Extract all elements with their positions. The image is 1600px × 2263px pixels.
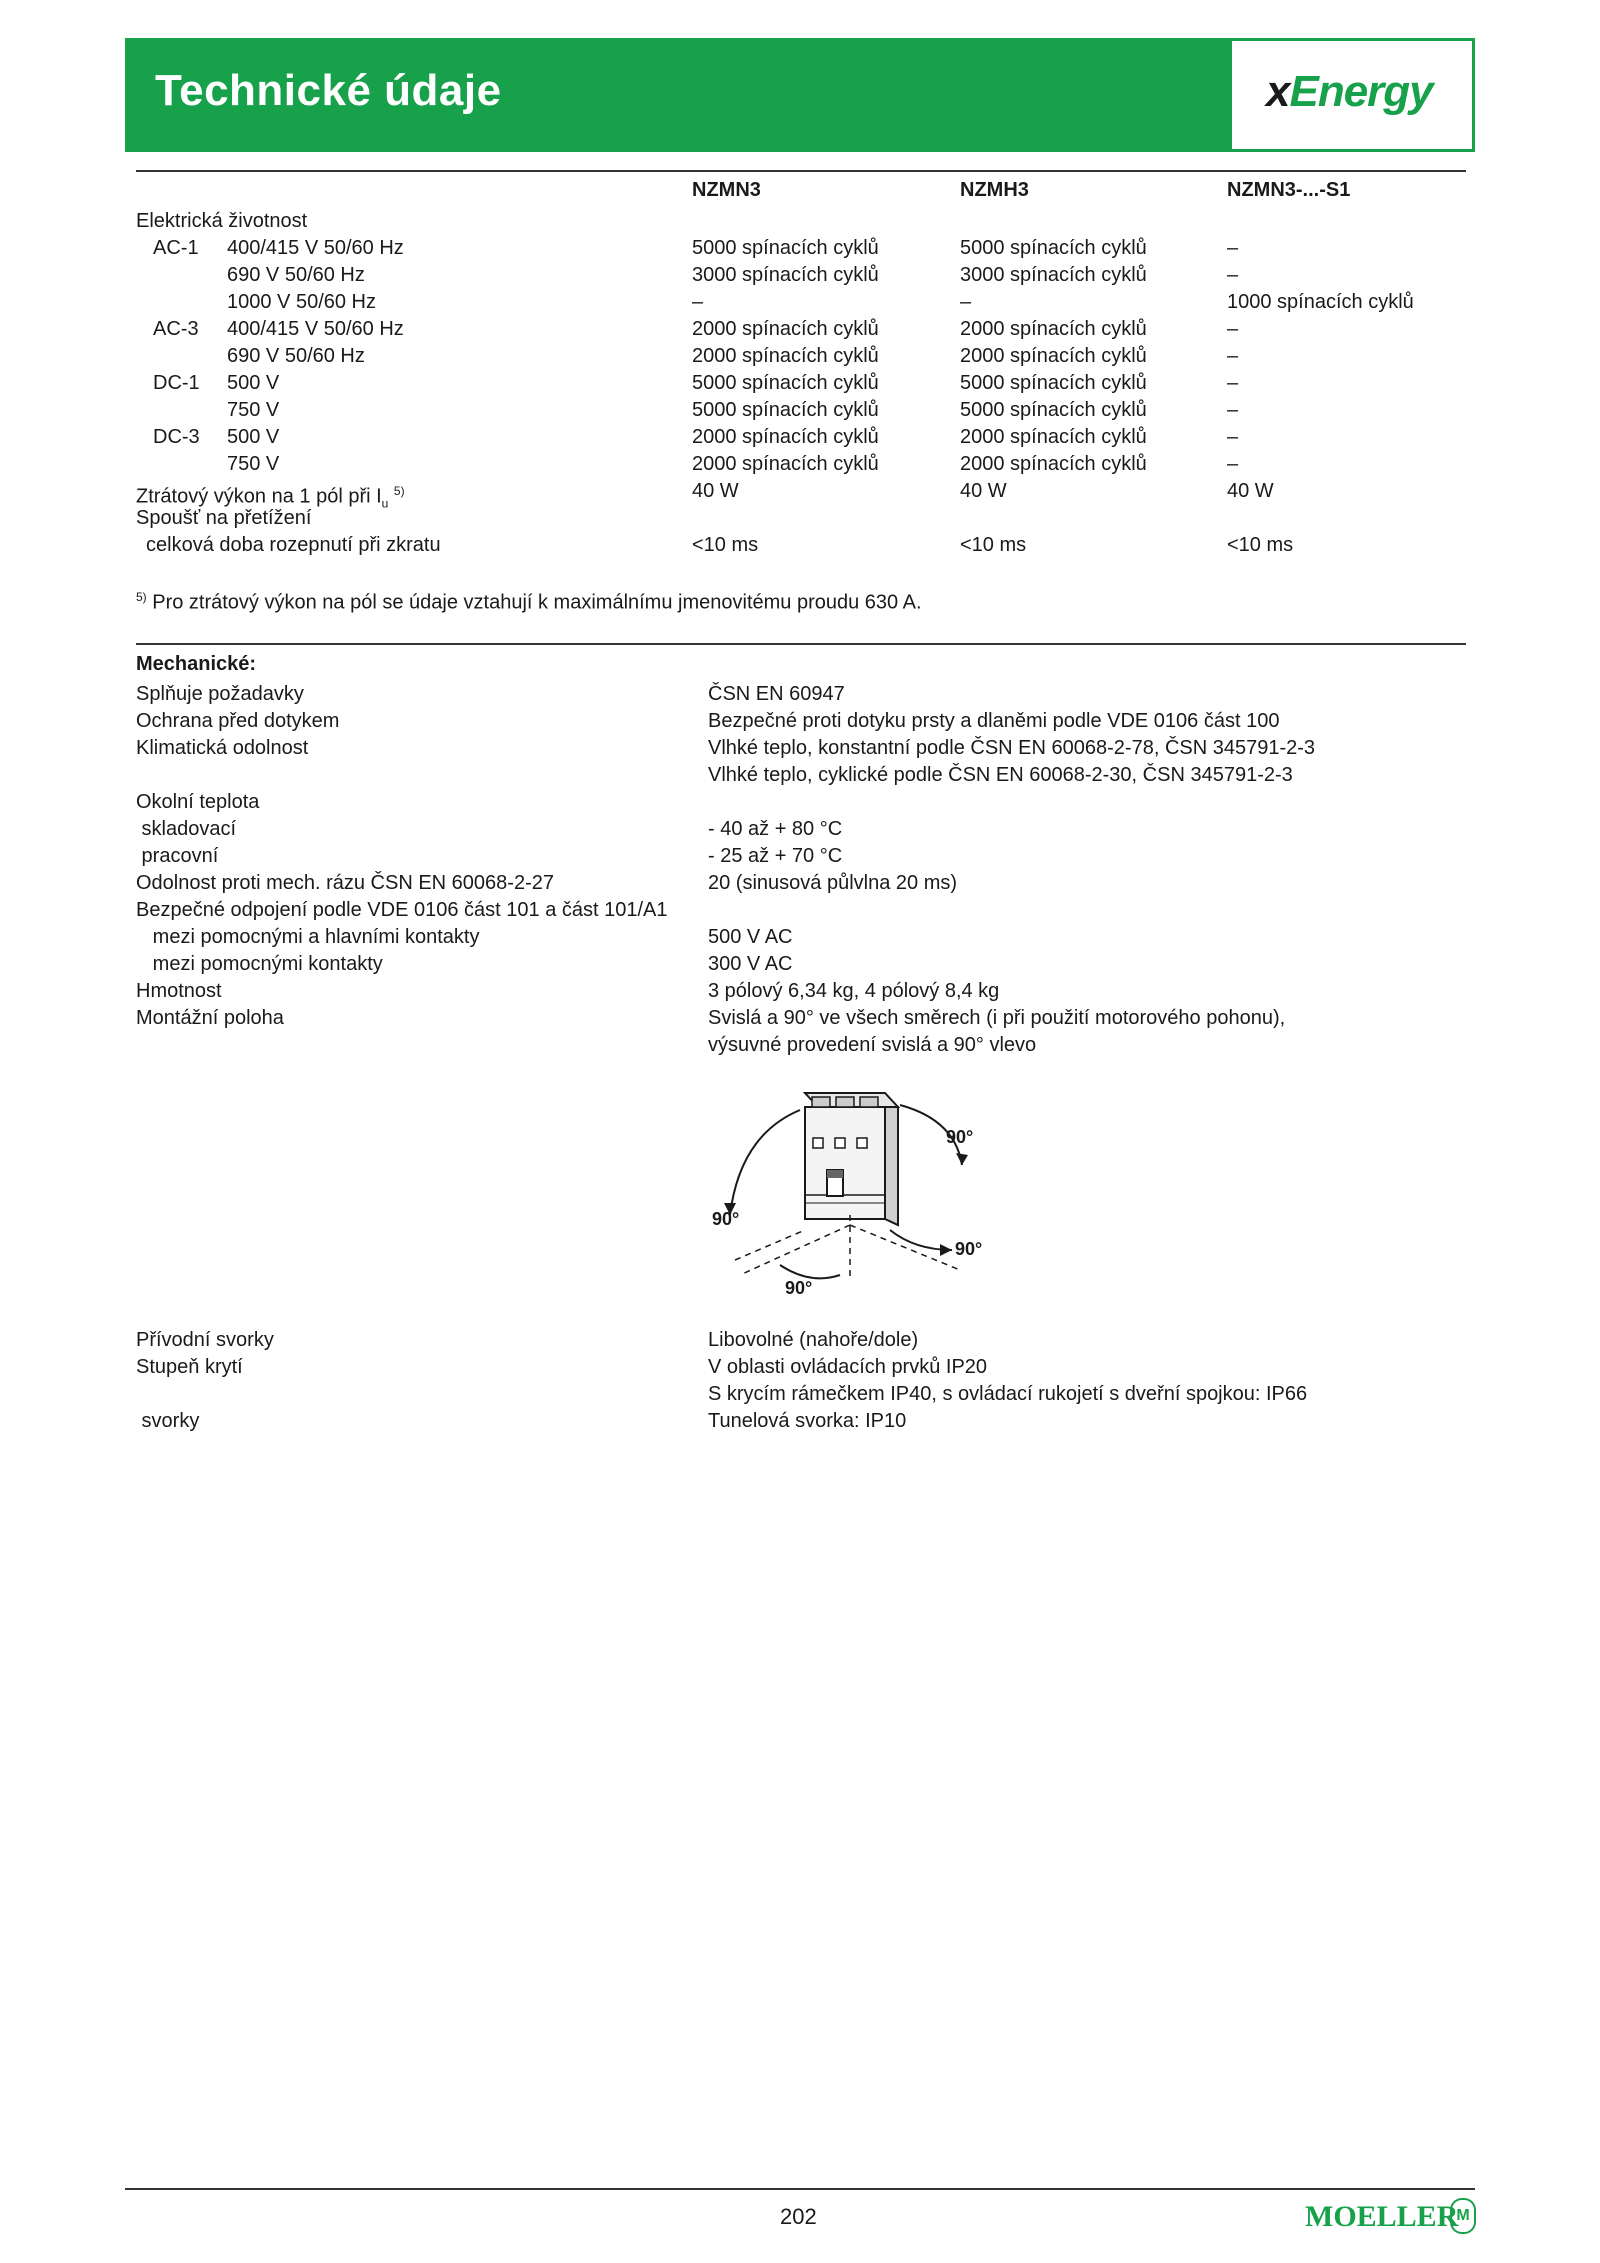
trip-time-value: <10 ms <box>692 534 759 556</box>
table-cell: 1000 spínacích cyklů <box>1227 291 1414 313</box>
page-number: 202 <box>780 2204 817 2229</box>
table-cell: – <box>1227 237 1239 259</box>
table-cell: – <box>960 291 972 313</box>
mechanical-heading: Mechanické: <box>136 653 257 675</box>
table-cell: 5000 spínacích cyklů <box>692 237 879 259</box>
column-header-nzmn3: NZMN3 <box>692 179 761 201</box>
voltage-label: 690 V 50/60 Hz <box>227 264 365 286</box>
table-cell: – <box>1227 399 1239 421</box>
voltage-label: 500 V <box>227 426 280 448</box>
trip-time-label: celková doba rozepnutí při zkratu <box>146 534 441 556</box>
spec-label: mezi pomocnými a hlavními kontakty <box>136 926 480 948</box>
power-loss-label: Ztrátový výkon na 1 pól při $I_u$ $^{5)}$ <box>136 484 405 511</box>
footnote: $^{5)}$ Pro ztrátový výkon na pól se údaje vztahují k maximálnímu jmenovitému proudu 630 A. <box>136 590 922 614</box>
table-cell: 2000 spínacích cyklů <box>692 426 879 448</box>
table-cell: 3000 spínacích cyklů <box>960 264 1147 286</box>
voltage-label: 500 V <box>227 372 280 394</box>
spec-value: Vlhké teplo, cyklické podle ČSN EN 60068-2-30, ČSN 345791-2-3 <box>708 764 1293 786</box>
table-cell: – <box>692 291 704 313</box>
spec-label: Bezpečné odpojení podle VDE 0106 část 101 a část 101/A1 <box>136 899 668 921</box>
section-label: Elektrická životnost <box>136 210 308 232</box>
voltage-label: 750 V <box>227 453 280 475</box>
column-header-nzmn3-s1: NZMN3-...-S1 <box>1227 179 1351 201</box>
table-cell: – <box>1227 453 1239 475</box>
spec-label: Montážní poloha <box>136 1007 284 1029</box>
mounting-position-diagram <box>700 1075 1020 1300</box>
overload-trip-label: Spoušť na přetížení <box>136 507 312 529</box>
table-cell: 5000 spínacích cyklů <box>960 399 1147 421</box>
trip-time-value: <10 ms <box>1227 534 1294 556</box>
spec-value: - 25 až + 70 °C <box>708 845 843 867</box>
table-cell: 2000 spínacích cyklů <box>960 453 1147 475</box>
utilization-category: DC-1 <box>153 372 200 394</box>
spec-label: pracovní <box>136 845 219 867</box>
footer-divider <box>125 2188 1475 2190</box>
spec-label: svorky <box>136 1410 200 1432</box>
spec-label: Stupeň krytí <box>136 1356 243 1378</box>
spec-value: Tunelová svorka: IP10 <box>708 1410 907 1432</box>
spec-label: Odolnost proti mech. rázu ČSN EN 60068-2-27 <box>136 872 554 894</box>
trip-time-value: <10 ms <box>960 534 1027 556</box>
table-cell: – <box>1227 372 1239 394</box>
table-cell: 5000 spínacích cyklů <box>692 372 879 394</box>
angle-label: 90° <box>955 1239 983 1259</box>
spec-label: Splňuje požadavky <box>136 683 304 705</box>
spec-value: výsuvné provedení svislá a 90° vlevo <box>708 1034 1037 1056</box>
table-cell: 2000 spínacích cyklů <box>692 453 879 475</box>
spec-value: 20 (sinusová půlvlna 20 ms) <box>708 872 958 894</box>
spec-value: Bezpečné proti dotyku prsty a dlaněmi podle VDE 0106 část 100 <box>708 710 1280 732</box>
divider <box>136 643 1466 645</box>
page-header <box>125 38 1475 152</box>
table-cell: 2000 spínacích cyklů <box>960 318 1147 340</box>
table-cell: – <box>1227 426 1239 448</box>
spec-value: ČSN EN 60947 <box>708 683 845 705</box>
spec-label: Hmotnost <box>136 980 222 1002</box>
moeller-badge-icon: M <box>1450 2198 1476 2234</box>
voltage-label: 750 V <box>227 399 280 421</box>
table-cell: 2000 spínacích cyklů <box>960 426 1147 448</box>
page-title: Technické údaje <box>155 66 502 115</box>
voltage-label: 400/415 V 50/60 Hz <box>227 318 404 340</box>
divider <box>136 170 1466 172</box>
spec-label: Klimatická odolnost <box>136 737 309 759</box>
column-header-nzmh3: NZMH3 <box>960 179 1029 201</box>
table-cell: 5000 spínacích cyklů <box>692 399 879 421</box>
table-cell: 2000 spínacích cyklů <box>692 345 879 367</box>
spec-label: Přívodní svorky <box>136 1329 274 1351</box>
spec-value: V oblasti ovládacích prvků IP20 <box>708 1356 988 1378</box>
power-loss-value: 40 W <box>1227 480 1274 502</box>
spec-value: Libovolné (nahoře/dole) <box>708 1329 919 1351</box>
spec-label: mezi pomocnými kontakty <box>136 953 383 975</box>
utilization-category: DC-3 <box>153 426 200 448</box>
spec-value: 3 pólový 6,34 kg, 4 pólový 8,4 kg <box>708 980 1000 1002</box>
spec-label: Okolní teplota <box>136 791 260 813</box>
table-cell: – <box>1227 345 1239 367</box>
utilization-category: AC-3 <box>153 318 199 340</box>
power-loss-value: 40 W <box>960 480 1007 502</box>
spec-label: Ochrana před dotykem <box>136 710 340 732</box>
spec-value: 300 V AC <box>708 953 793 975</box>
spec-value: Svislá a 90° ve všech směrech (i při použití motorového pohonu), <box>708 1007 1286 1029</box>
power-loss-value: 40 W <box>692 480 739 502</box>
angle-label: 90° <box>712 1209 740 1229</box>
spec-value: - 40 až + 80 °C <box>708 818 843 840</box>
voltage-label: 690 V 50/60 Hz <box>227 345 365 367</box>
voltage-label: 1000 V 50/60 Hz <box>227 291 376 313</box>
spec-value: Vlhké teplo, konstantní podle ČSN EN 60068-2-78, ČSN 345791-2-3 <box>708 737 1316 759</box>
utilization-category: AC-1 <box>153 237 199 259</box>
spec-value: S krycím rámečkem IP40, s ovládací rukojetí s dveřní spojkou: IP66 <box>708 1383 1308 1405</box>
table-cell: 2000 spínacích cyklů <box>960 345 1147 367</box>
angle-label: 90° <box>785 1278 813 1298</box>
spec-value: 500 V AC <box>708 926 793 948</box>
spec-label: skladovací <box>136 818 237 840</box>
moeller-logo: MOELLER <box>1305 2200 1459 2233</box>
table-cell: 2000 spínacích cyklů <box>692 318 879 340</box>
table-cell: 5000 spínacích cyklů <box>960 372 1147 394</box>
table-cell: 3000 spínacích cyklů <box>692 264 879 286</box>
table-cell: – <box>1227 264 1239 286</box>
table-cell: – <box>1227 318 1239 340</box>
table-cell: 5000 spínacích cyklů <box>960 237 1147 259</box>
xenergy-logo <box>1229 38 1475 152</box>
angle-label: 90° <box>946 1127 974 1147</box>
xenergy-logo-text: xEnergy <box>1266 67 1433 116</box>
voltage-label: 400/415 V 50/60 Hz <box>227 237 404 259</box>
